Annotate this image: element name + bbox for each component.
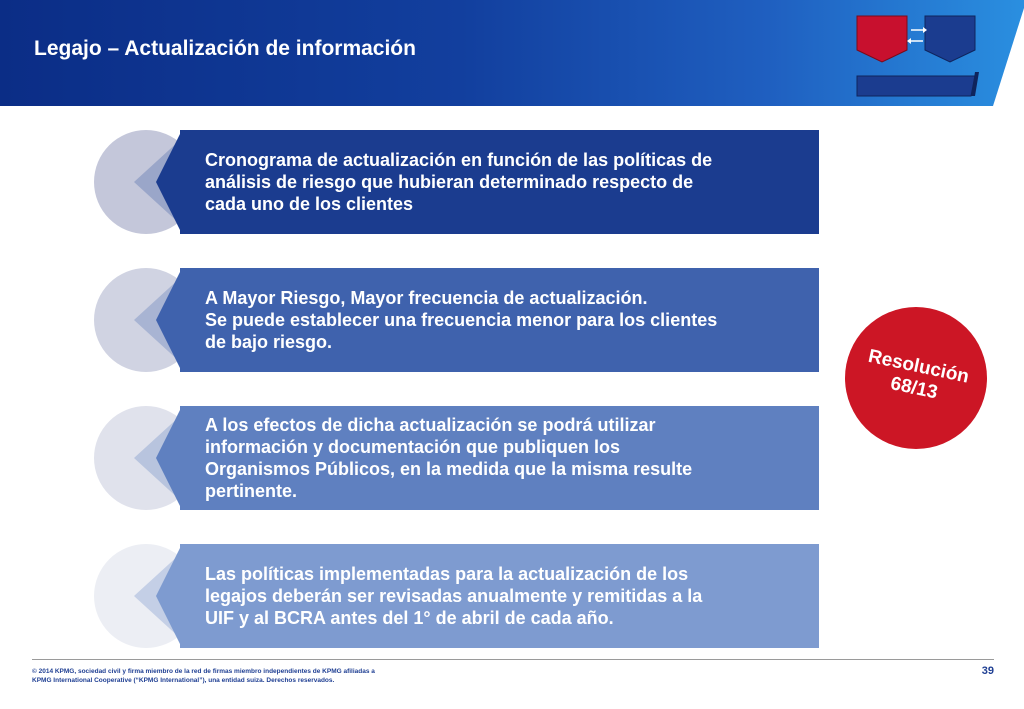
info-text: Cronograma de actualización en función de las políticas de análisis de riesgo que hubieran determinado respecto de cada uno de los clientes — [205, 150, 713, 214]
info-bar — [180, 130, 819, 234]
page-title: Legajo – Actualización de información — [34, 37, 416, 60]
info-text: Las políticas implementadas para la actualización de los legajos deberán ser revisadas anualmente y remitidas a la UIF y al BCRA antes del 1° de abril de cada año. — [205, 564, 703, 628]
info-bar — [180, 406, 819, 510]
list-item — [94, 268, 819, 372]
footer-divider — [32, 659, 994, 660]
resolution-badge-text: Resolución 68/13 — [866, 345, 971, 404]
resolution-badge — [845, 307, 987, 449]
process-diagram-icon — [853, 14, 979, 100]
list-item — [94, 544, 819, 648]
list-item — [94, 130, 819, 234]
page-number: 39 — [981, 665, 994, 677]
list-item — [94, 406, 819, 510]
info-bar — [180, 268, 819, 372]
info-text: A Mayor Riesgo, Mayor frecuencia de actualización. Se puede establecer una frecuencia menor para los clientes de bajo riesgo. — [205, 288, 718, 352]
info-text: A los efectos de dicha actualización se podrá utilizar información y documentación que publiquen los Organismos Públicos, en la medida que la misma resulte pertinente. — [205, 415, 693, 501]
footer-copyright: © 2014 KPMG, sociedad civil y firma miembro de la red de firmas miembro independientes de KPMG afiliadas a KPMG International Cooperative (“KPMG International”), una entidad suiza. Derechos reservados. — [32, 668, 375, 684]
info-bar — [180, 544, 819, 648]
